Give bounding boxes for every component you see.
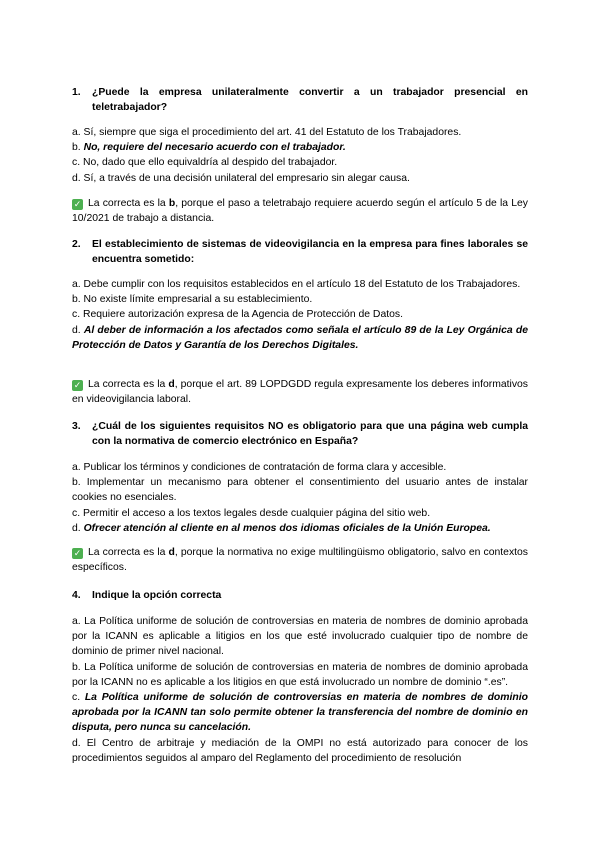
option-b: b. No existe límite empresarial a su establecimiento. [72, 294, 313, 306]
options-4 [72, 614, 528, 766]
option-d: d. El Centro de arbitraje y mediación de la OMPI no está autorizado para conocer de los procedimientos seguidos al amparo del Reglamento del procedimiento de resolución [72, 737, 528, 764]
option-c: c. Requiere autorización expresa de la Agencia de Protección de Datos. [72, 309, 403, 321]
correct-option-text: Al deber de información a los afectados como señala el artículo 89 de la Ley Orgánica de Protección de Datos y Garantía de los Derechos Digitales. [72, 324, 528, 351]
option-d: d. Sí, a través de una decisión unilateral del empresario sin alegar causa. [72, 172, 410, 184]
question-number: 1. [72, 87, 81, 98]
option-c: c. La Política uniforme de solución de controversias en materia de nombres de dominio aprobada por la ICANN tan solo permite obtener la transferencia del nombre de dominio en disputa, pero nunca su cancelación. [72, 692, 528, 734]
question-number: 4. [72, 590, 81, 601]
options-2 [72, 277, 528, 353]
option-a: a. Sí, siempre que siga el procedimiento del art. 41 del Estatuto de los Trabajadores. [72, 127, 462, 138]
option-a: a. Debe cumplir con los requisitos establecidos en el artículo 18 del Estatuto de los Trabajadores. [72, 279, 521, 290]
correct-option-text: No, requiere del necesario acuerdo con el trabajador. [83, 142, 346, 154]
answer-3: ✓ La correcta es la d, porque la normativa no exige multilingüismo obligatorio, salvo en contextos específicos. [72, 547, 529, 574]
option-c: c. Permitir el acceso a los textos legales desde cualquier página del sitio web. [72, 507, 431, 519]
option-b: b. Implementar un mecanismo para obtener el consentimiento del usuario antes de instalar cookies no esenciales. [72, 477, 528, 504]
answer-letter: b [168, 198, 176, 209]
answer-2: ✓ La correcta es la d, porque el art. 89 LOPDGDD regula expresamente los deberes informativos en videovigilancia laboral. [72, 379, 529, 406]
correct-option-text: La Política uniforme de solución de controversias en materia de nombres de dominio aprobada por la ICANN tan solo permite obtener la transferencia del nombre de dominio en disputa, pero nunca su cancelación. [72, 692, 528, 734]
question-text: El establecimiento de sistemas de videovigilancia en la empresa para fines laborales se encuentra sometido: [92, 239, 528, 266]
answer-1: ✓ La correcta es la b, porque el paso a teletrabajo requiere acuerdo según el artículo 5 de la Ley 10/2021 de trabajo a distancia. [72, 198, 528, 225]
check-mark-icon: ✓ [73, 548, 82, 558]
options-3 [72, 460, 528, 536]
correct-option-text: Ofrecer atención al cliente en al menos dos idiomas oficiales de la Unión Europea. [83, 522, 491, 534]
question-text: Indique la opción correcta [92, 590, 222, 601]
question-2 [72, 237, 528, 267]
question-text: ¿Cuál de los siguientes requisitos NO es obligatorio para que una página web cumpla con la normativa de comercio electrónico en España? [92, 421, 528, 448]
question-3 [72, 419, 528, 449]
question-1 [72, 85, 528, 115]
question-number: 3. [72, 421, 81, 432]
option-b: b. No, requiere del necesario acuerdo con el trabajador. [72, 142, 346, 154]
answer-letter: d [168, 547, 175, 558]
option-d: d. Ofrecer atención al cliente en al menos dos idiomas oficiales de la Unión Europea. [72, 522, 491, 534]
options-1 [72, 125, 528, 186]
option-b: b. La Política uniforme de solución de controversias en materia de nombres de dominio aprobada por la ICANN no es aplicable a los litigios en que está involucrado un nombre de dominio “.es”. [72, 661, 528, 688]
option-d: d. Al deber de información a los afectados como señala el artículo 89 de la Ley Orgánica de Protección de Datos y Garantía de los Derechos Digitales. [72, 324, 528, 351]
check-mark-icon: ✓ [73, 380, 82, 390]
question-text: ¿Puede la empresa unilateralmente convertir a un trabajador presencial en teletrabajador? [92, 87, 528, 114]
option-a: a. Publicar los términos y condiciones de contratación de forma clara y accesible. [72, 462, 447, 473]
option-c: c. No, dado que ello equivaldría al despido del trabajador. [72, 157, 338, 169]
question-4 [72, 588, 528, 603]
option-a: a. La Política uniforme de solución de controversias en materia de nombres de dominio aprobada por la ICANN es aplicable a litigios en los que esté involucrado cualquier tipo de nombre de dominio de primer nivel nacional. [72, 616, 528, 658]
question-number: 2. [72, 239, 81, 250]
check-mark-icon: ✓ [73, 199, 82, 209]
answer-letter: d [168, 379, 175, 390]
